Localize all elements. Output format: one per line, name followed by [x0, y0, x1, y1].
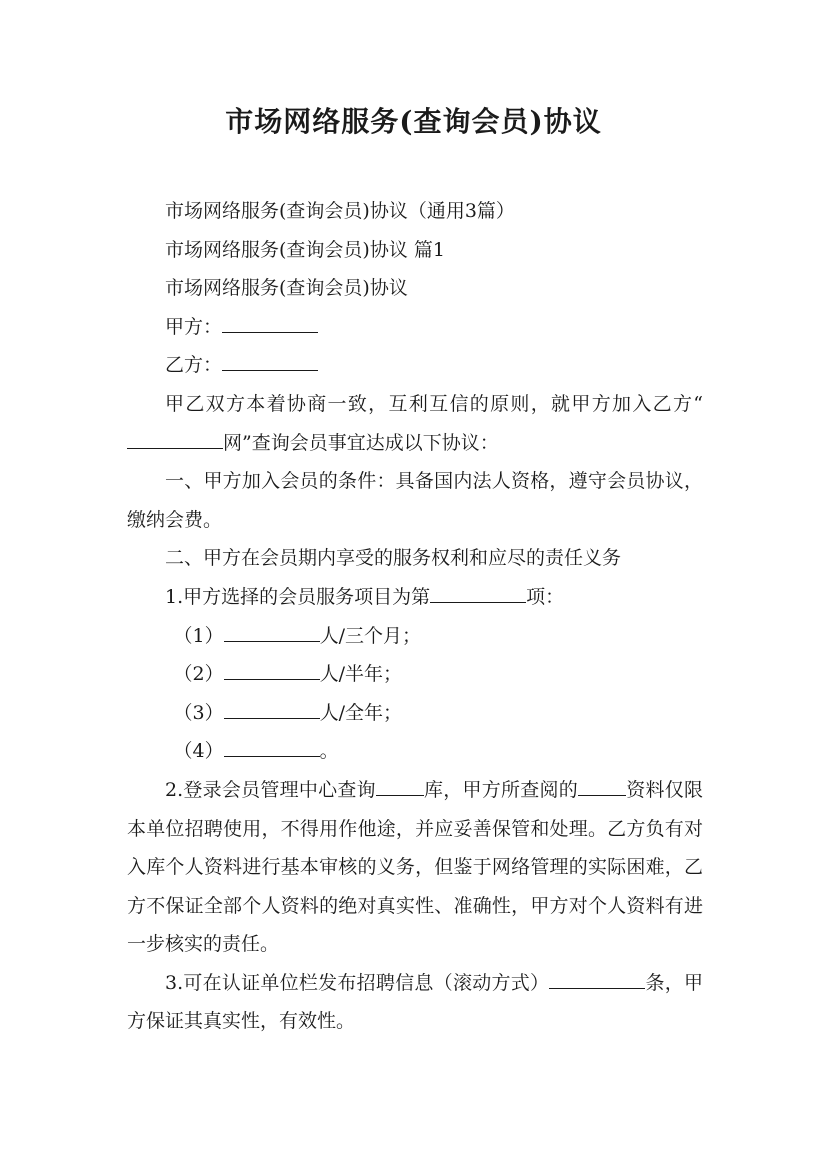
- option-2: [127, 655, 703, 694]
- option-1-text: 人/三个月；: [319, 624, 422, 647]
- option-4-text: 。: [319, 740, 339, 763]
- website-name-blank: [127, 430, 223, 449]
- clause-service-item: [127, 578, 703, 617]
- paragraph-intro-text-a: 甲乙双方本着协商一致，互利互信的原则，就甲方加入乙方“: [165, 392, 703, 415]
- clause-rights-obligations: 二、甲方在会员期内享受的服务权利和应尽的责任义务: [165, 547, 622, 570]
- party-b-blank: [222, 352, 318, 371]
- agreement-name: 市场网络服务(查询会员)协议: [165, 277, 408, 300]
- paragraph-intro: [127, 385, 703, 462]
- option-2-number: （2）: [173, 663, 224, 686]
- clause-data-usage-text-a: 2.登录会员管理中心查询: [165, 778, 376, 801]
- option-1-blank: [224, 622, 320, 641]
- section-heading: 市场网络服务(查询会员)协议 篇1: [165, 238, 445, 261]
- clause-service-item-text-b: 项：: [526, 585, 565, 608]
- clause-job-posting-text-a: 3.可在认证单位栏发布招聘信息（滚动方式）: [165, 971, 550, 994]
- document-body: [127, 192, 703, 1041]
- option-3-blank: [224, 700, 320, 719]
- option-4-blank: [224, 738, 320, 757]
- party-b-line: [127, 346, 703, 385]
- option-3-text: 人/全年；: [319, 701, 403, 724]
- option-3: [127, 694, 703, 733]
- party-a-blank: [222, 314, 318, 333]
- clause-membership-conditions: 一、甲方加入会员的条件：具备国内法人资格，遵守会员协议，缴纳会费。: [127, 470, 703, 531]
- party-a-line: [127, 308, 703, 347]
- option-1: [127, 617, 703, 656]
- clause-job-posting: [127, 964, 703, 1041]
- data-blank: [578, 777, 626, 796]
- clause-data-usage-text-c: 资料仅限本单位招聘使用，不得用作他途，并应妥善保管和处理。乙方负有对入库个人资料进行基本审核的义务，但鉴于网络管理的实际困难，乙方不保证全部个人资料的绝对真实性、准确性，甲方对个人资料有进一步核实的责任。: [127, 778, 703, 956]
- clause-data-usage-text-b: 库，甲方所查阅的: [423, 778, 578, 801]
- clause-service-item-text-a: 1.甲方选择的会员服务项目为第: [165, 585, 431, 608]
- option-4-number: （4）: [173, 740, 224, 763]
- party-a-label: 甲方：: [165, 315, 223, 338]
- clause-data-usage: [127, 771, 703, 964]
- clause-job-posting-text-b: 条，甲方保证其真实性，有效性。: [127, 971, 703, 1033]
- option-3-number: （3）: [173, 701, 224, 724]
- subtitle-line: 市场网络服务(查询会员)协议（通用3篇）: [165, 200, 515, 222]
- option-4: [127, 732, 703, 771]
- party-b-label: 乙方：: [165, 354, 223, 377]
- document-title: 市场网络服务(查询会员)协议: [225, 105, 602, 138]
- option-2-text: 人/半年；: [319, 663, 403, 686]
- paragraph-intro-text-b: 网”查询会员事宜达成以下协议：: [223, 431, 499, 454]
- database-blank: [376, 777, 424, 796]
- option-2-blank: [224, 661, 320, 680]
- option-1-number: （1）: [173, 624, 224, 647]
- posting-count-blank: [549, 970, 645, 989]
- service-item-blank: [430, 584, 526, 603]
